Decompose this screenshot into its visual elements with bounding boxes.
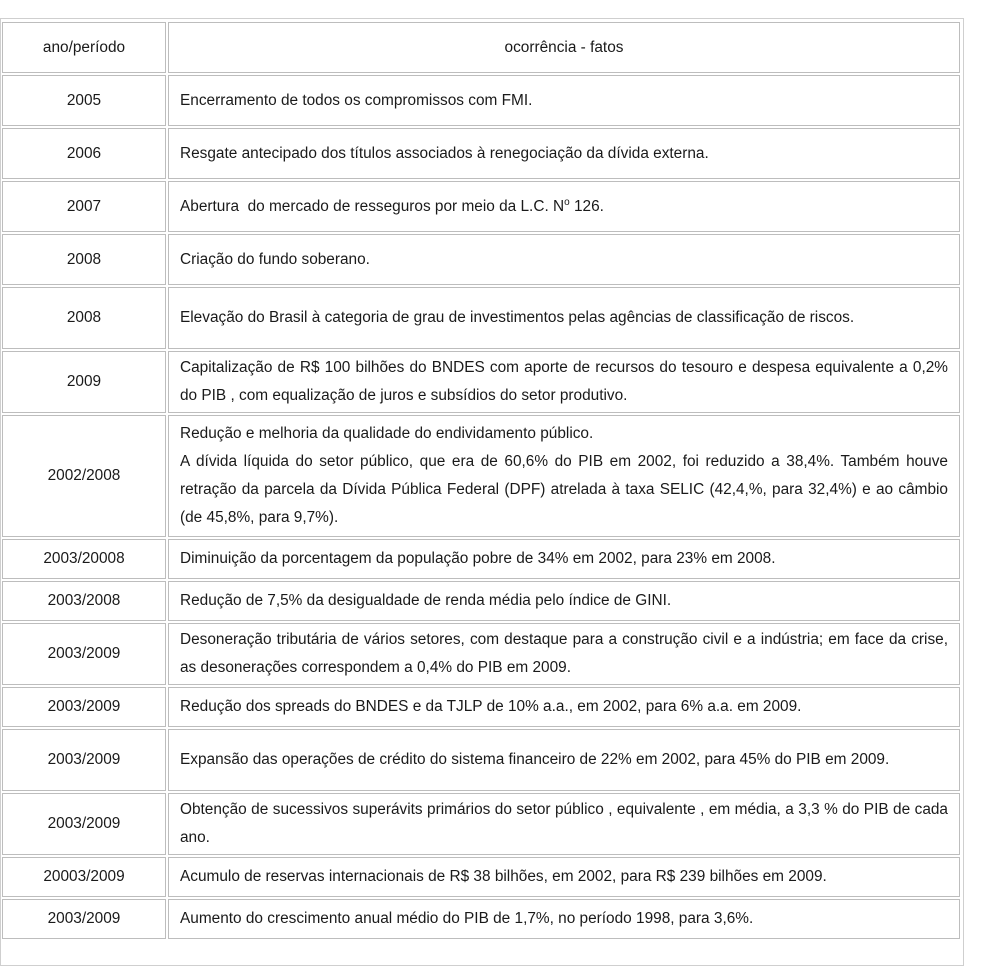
row-fact (168, 234, 960, 285)
row-fact (168, 75, 960, 126)
table-row (2, 351, 960, 413)
fact-text: Elevação do Brasil à categoria de grau de investimentos pelas agências de classificação de riscos. (180, 309, 855, 326)
row-year: 2003/2009 (2, 793, 166, 855)
fact-text: A dívida líquida do setor público, que era de 60,6% do PIB em 2002, foi reduzido a 38,4%. Também houve retração da parcela da Dívida Pública Federal (DPF) atrelada à taxa SELIC (42,4,%, para 32,4%) e ao câmbio (de 45,8%, para 9,7%). (180, 453, 948, 526)
row-year: 2003/2009 (2, 623, 166, 685)
row-fact (168, 857, 960, 897)
row-year: 2002/2008 (2, 415, 166, 537)
fact-text: Desoneração tributária de vários setores, com destaque para a construção civil e a indústria; em face da crise, as desonerações correspondem a 0,4% do PIB em 2009. (180, 631, 948, 676)
facts-table (0, 20, 962, 941)
row-fact (168, 128, 960, 179)
fact-text: Aumento do crescimento anual médio do PIB de 1,7%, no período 1998, para 3,6%. (180, 910, 754, 927)
table-row (2, 181, 960, 232)
row-fact (168, 623, 960, 685)
fact-text: Acumulo de reservas internacionais de R$ 38 bilhões, em 2002, para R$ 239 bilhões em 2009. (180, 868, 827, 885)
fact-text: Capitalização de R$ 100 bilhões do BNDES com aporte de recursos do tesouro e despesa equivalente a 0,2% do PIB , com equalização de juros e subsídios do setor produtivo. (180, 359, 948, 404)
table-row (2, 729, 960, 791)
row-year: 2005 (2, 75, 166, 126)
table-row (2, 623, 960, 685)
row-year: 20003/2009 (2, 857, 166, 897)
fact-text: Resgate antecipado dos títulos associados à renegociação da dívida externa. (180, 144, 709, 162)
row-year: 2008 (2, 287, 166, 349)
row-fact (168, 899, 960, 939)
row-year: 2009 (2, 351, 166, 413)
row-fact (168, 539, 960, 579)
superscript-o: o (564, 196, 570, 208)
fact-text: Encerramento de todos os compromissos com FMI. (180, 91, 533, 109)
fact-text: Redução dos spreads do BNDES e da TJLP de 10% a.a., em 2002, para 6% a.a. em 2009. (180, 698, 802, 715)
table-row (2, 75, 960, 126)
row-fact (168, 287, 960, 349)
table-row (2, 287, 960, 349)
row-year: 2008 (2, 234, 166, 285)
row-year: 2003/2009 (2, 729, 166, 791)
table-row (2, 581, 960, 621)
row-year: 2003/2009 (2, 899, 166, 939)
table-row (2, 687, 960, 727)
table-row (2, 899, 960, 939)
fact-text: Redução e melhoria da qualidade do endividamento público. (180, 425, 594, 442)
row-year: 2003/2009 (2, 687, 166, 727)
row-fact (168, 581, 960, 621)
row-fact (168, 793, 960, 855)
fact-text: Abertura do mercado de resseguros por meio da L.C. N (180, 197, 565, 215)
table-row (2, 128, 960, 179)
row-fact (168, 729, 960, 791)
row-fact (168, 351, 960, 413)
fact-text: Obtenção de sucessivos superávits primários do setor público , equivalente , em média, a 3,3 % do PIB de cada ano. (180, 801, 948, 846)
table-row (2, 234, 960, 285)
row-year: 2003/2008 (2, 581, 166, 621)
fact-text-end: 126. (569, 197, 604, 215)
row-year: 2003/20008 (2, 539, 166, 579)
row-fact (168, 415, 960, 537)
fact-text: Criação do fundo soberano. (180, 250, 370, 268)
header-fact: ocorrência - fatos (168, 22, 960, 73)
row-year: 2006 (2, 128, 166, 179)
row-year: 2007 (2, 181, 166, 232)
row-fact (168, 181, 960, 232)
table-row (2, 793, 960, 855)
row-fact (168, 687, 960, 727)
table-row (2, 415, 960, 537)
fact-text: Expansão das operações de crédito do sistema financeiro de 22% em 2002, para 45% do PIB em 2009. (180, 751, 890, 768)
fact-text: Redução de 7,5% da desigualdade de renda média pelo índice de GINI. (180, 592, 672, 609)
table-row (2, 857, 960, 897)
header-year: ano/período (2, 22, 166, 73)
fact-text: Diminuição da porcentagem da população pobre de 34% em 2002, para 23% em 2008. (180, 550, 776, 567)
table-row (2, 539, 960, 579)
table-header-row (2, 22, 960, 73)
